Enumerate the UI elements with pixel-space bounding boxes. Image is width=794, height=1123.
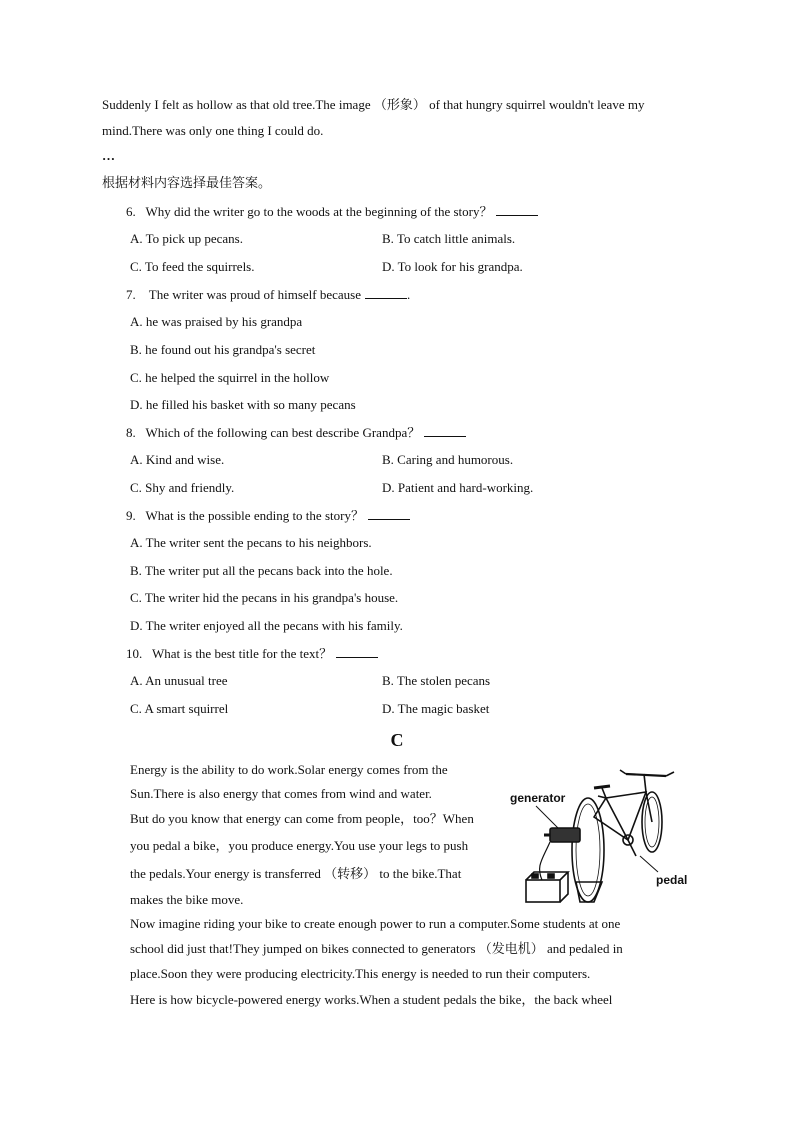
passage-text-line: school did just that!They jumped on bikes connected to generators （发电机） and pedaled in xyxy=(130,941,623,956)
passage-text-line: Now imagine riding your bike to create enough power to run a computer.Some students at one xyxy=(130,916,621,931)
section-title: C xyxy=(390,730,404,750)
option-b: B. Caring and humorous. xyxy=(382,452,514,467)
option-d: D. The magic basket xyxy=(382,701,490,716)
passage-text-line: But do you know that energy can come from people，too？When xyxy=(130,811,474,826)
option-d: D. he filled his basket with so many pecans xyxy=(130,397,356,412)
question-text: The writer was proud of himself because xyxy=(148,287,362,302)
passage-text-line: the pedals.Your energy is transferred （转移） to the bike.That xyxy=(130,866,462,881)
question-text: Why did the writer go to the woods at the beginning of the story？ xyxy=(145,204,493,219)
option-a: A. An unusual tree xyxy=(130,673,228,688)
option-d: D. To look for his grandpa. xyxy=(382,259,523,274)
passage-text-line: mind.There was only one thing I could do. xyxy=(102,123,324,138)
generator-label: generator xyxy=(510,791,566,805)
question-period: . xyxy=(407,287,411,302)
option-d: D. Patient and hard-working. xyxy=(382,480,534,495)
passage-text-line: Suddenly I felt as hollow as that old tree.The image （形象） of that hungry squirrel wouldn't leave my xyxy=(102,97,645,112)
passage-text-line: makes the bike move. xyxy=(130,892,244,907)
question-number: 10. xyxy=(126,646,143,661)
answer-blank[interactable] xyxy=(424,425,466,437)
option-b: B. The writer put all the pecans back into the hole. xyxy=(130,563,393,578)
answer-blank[interactable] xyxy=(368,508,410,520)
question-number: 9. xyxy=(126,508,136,523)
option-c: C. A smart squirrel xyxy=(130,701,229,716)
question-number: 7. xyxy=(126,287,136,302)
question-text: What is the possible ending to the story？ xyxy=(145,508,364,523)
answer-blank[interactable] xyxy=(496,204,538,216)
option-c: C. The writer hid the pecans in his grandpa's house. xyxy=(130,590,399,605)
bicycle-generator-figure xyxy=(506,762,696,912)
answer-blank[interactable] xyxy=(336,646,378,658)
option-b: B. To catch little animals. xyxy=(382,231,516,246)
passage-text-line: place.Soon they were producing electricity.This energy is needed to run their computers. xyxy=(130,966,591,981)
passage-text-line: Sun.There is also energy that comes from wind and water. xyxy=(130,786,432,801)
question-7 xyxy=(126,287,410,303)
question-number: 6. xyxy=(126,204,136,219)
instructions: 根据材料内容选择最佳答案。 xyxy=(102,176,272,191)
question-number: 8. xyxy=(126,425,136,440)
option-b: B. The stolen pecans xyxy=(382,673,491,688)
question-text: What is the best title for the text？ xyxy=(152,646,333,661)
option-d: D. The writer enjoyed all the pecans with his family. xyxy=(130,618,403,633)
ellipsis: … xyxy=(102,148,115,163)
question-10 xyxy=(126,646,378,662)
option-c: C. Shy and friendly. xyxy=(130,480,235,495)
passage-text-line: Energy is the ability to do work.Solar energy comes from the xyxy=(130,762,448,777)
option-a: A. Kind and wise. xyxy=(130,452,225,467)
generator-body xyxy=(550,828,580,842)
option-a: A. The writer sent the pecans to his neighbors. xyxy=(130,535,372,550)
option-a: A. he was praised by his grandpa xyxy=(130,314,303,329)
seat xyxy=(594,786,610,788)
option-c: C. he helped the squirrel in the hollow xyxy=(130,370,330,385)
question-6 xyxy=(126,204,538,220)
handlebar xyxy=(626,774,666,776)
answer-blank[interactable] xyxy=(365,287,407,299)
pedal-label: pedal xyxy=(656,873,688,887)
passage-text-line: Here is how bicycle-powered energy works.When a student pedals the bike，the back wheel xyxy=(130,992,613,1007)
option-b: B. he found out his grandpa's secret xyxy=(130,342,316,357)
question-9 xyxy=(126,508,410,524)
option-c: C. To feed the squirrels. xyxy=(130,259,255,274)
battery xyxy=(526,880,560,902)
passage-text-line: you pedal a bike，you produce energy.You use your legs to push xyxy=(130,838,469,853)
question-text: Which of the following can best describe Grandpa？ xyxy=(145,425,421,440)
option-a: A. To pick up pecans. xyxy=(130,231,243,246)
question-8 xyxy=(126,425,466,441)
